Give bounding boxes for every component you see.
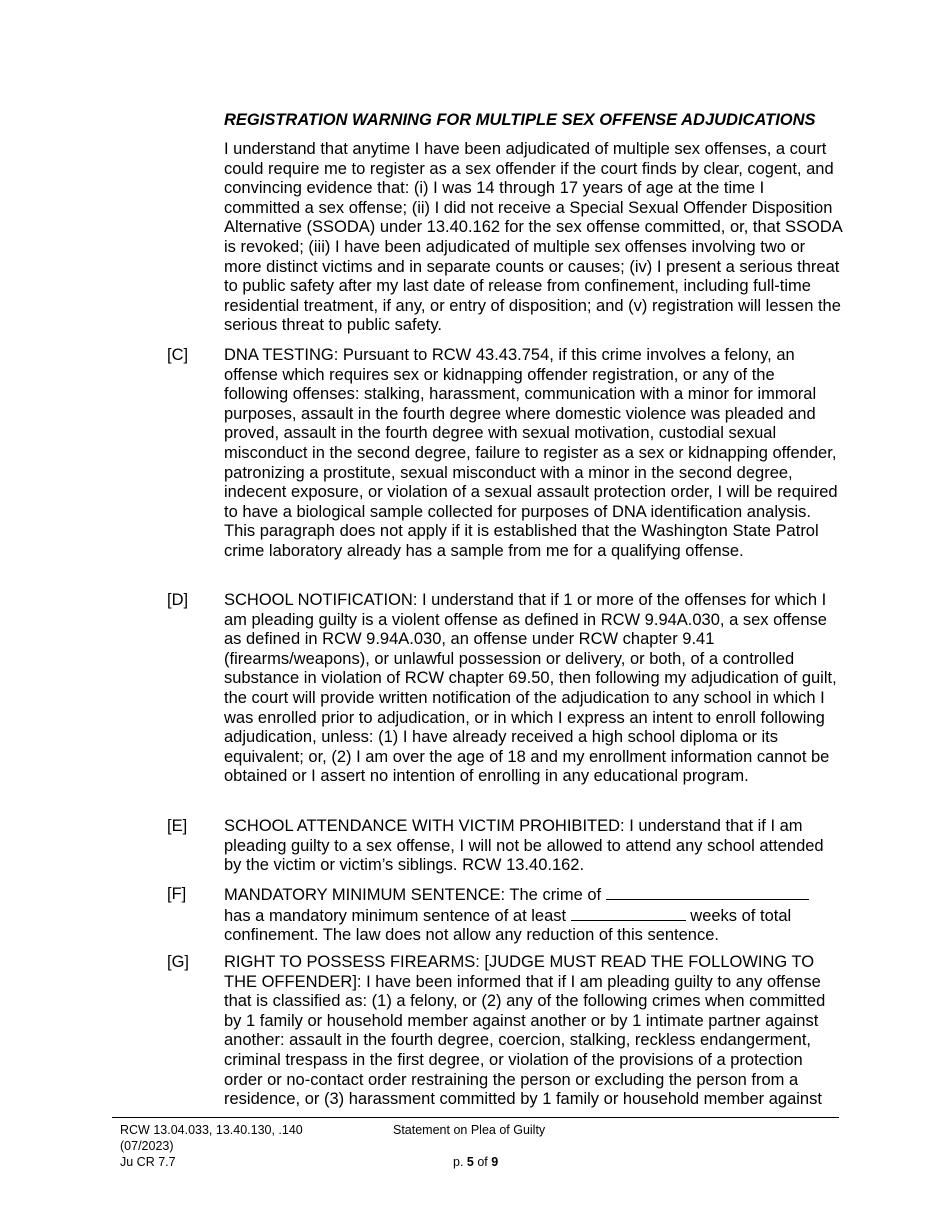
section-d-tag: [D]: [167, 591, 189, 609]
section-c-tag: [C]: [167, 346, 189, 364]
section-g-tag: [G]: [167, 953, 190, 971]
footer-date: (07/2023): [120, 1139, 174, 1153]
page-current: 5: [466, 1155, 474, 1169]
section-f-tag: [F]: [167, 885, 187, 903]
registration-warning-text: I understand that anytime I have been adjudicated of multiple sex offenses, a court could require me to register as a sex offender if the court finds by clear, cogent, and convincing evidence that: (i) I was 14 through 17 years of age at the time I committed a sex offense; (ii) I did not receive a Special Sexual Offender Disposition Alternative (SSODA) under 13.40.162 for the sex offense committed, or, that SSODA is revoked; (iii) I have been adjudicated of multiple sex offenses involving two or more distinct victims and in separate counts or causes; (iv) I present a serious threat to public safety after my last date of release from confinement, including full-time residential treatment, if any, or entry of disposition; and (v) registration will lessen the serious threat to public safety.: [224, 140, 842, 335]
footer-divider: [112, 1117, 839, 1118]
page-prefix: p.: [453, 1155, 464, 1169]
firearms-text: RIGHT TO POSSESS FIREARMS: [JUDGE MUST READ THE FOLLOWING TO THE OFFENDER]: I have been informed that if I am pleading guilty to any offense that is classified as: (1) a felony, or (2) any of the following crimes when committed by 1 family or household member against another or by 1 intimate partner against another: assault in the fourth degree, coercion, stalking, reckless endangerment, criminal trespass in the first degree, or violation of the provisions of a protection order or no-contact order restraining the person or excluding the person from a residence, or (3) harassment committed by 1 family or household member against: [224, 953, 826, 1109]
mandatory-minimum-text-part1: MANDATORY MINIMUM SENTENCE: The crime of: [224, 886, 602, 904]
school-attendance-text: SCHOOL ATTENDANCE WITH VICTIM PROHIBITED: I understand that if I am pleading guilty to a sex offense, I will not be allowed to attend any school attended by the victim or victim’s siblings. RCW 13.40.162.: [224, 817, 824, 875]
footer-statute: RCW 13.04.033, 13.40.130, .140: [120, 1123, 303, 1137]
section-e-tag: [E]: [167, 817, 188, 835]
footer-rule: Ju CR 7.7: [120, 1155, 176, 1169]
page-of: of: [477, 1155, 488, 1169]
mandatory-minimum-text-part2: has a mandatory minimum sentence of at least: [224, 906, 567, 925]
weeks-field[interactable]: [571, 906, 686, 921]
dna-testing-text: DNA TESTING: Pursuant to RCW 43.43.754, if this crime involves a felony, an offense which requires sex or kidnapping offender registration, or any of the following offenses: stalking, harassment, communication with a minor for immoral purposes, assault in the fourth degree where domestic violence was pleaded and proved, assault in the fourth degree with sexual motivation, custodial sexual misconduct in the second degree, failure to register as a sex or kidnapping offender, patronizing a prostitute, sexual misconduct with a minor in the second degree, indecent exposure, or violation of a sexual assault protection order, I will be required to have a biological sample collected for purposes of DNA identification analysis. This paragraph does not apply if it is established that the Washington State Patrol crime laboratory already has a sample from me for a qualifying offense.: [224, 346, 838, 560]
school-notification-text: SCHOOL NOTIFICATION: I understand that if 1 or more of the offenses for which I am pleading guilty is a violent offense as defined in RCW 9.94A.030, a sex offense as defined in RCW 9.94A.030, an offense under RCW chapter 9.41 (firearms/weapons), or unlawful possession or delivery, or both, of a controlled substance in violation of RCW chapter 69.50, then following my adjudication of guilt, the court will provide written notification of the adjudication to any school in which I was enrolled prior to adjudication, or in which I express an intent to enroll following adjudication, unless: (1) I have already received a high school diploma or its equivalent; or, (2) I am over the age of 18 and my enrollment information cannot be obtained or I assert no intention of enrolling in any educational program.: [224, 591, 837, 786]
footer-title: Statement on Plea of Guilty: [393, 1123, 546, 1137]
registration-warning-heading: REGISTRATION WARNING FOR MULTIPLE SEX OFFENSE ADJUDICATIONS: [224, 111, 816, 129]
mandatory-minimum-text-part3: weeks of total confinement. The law does not allow any reduction of this sentence.: [224, 906, 792, 945]
footer-page-number: [453, 1154, 498, 1170]
page-total: 9: [491, 1155, 499, 1169]
mandatory-minimum-text: [224, 885, 842, 946]
crime-name-field[interactable]: [606, 885, 809, 900]
